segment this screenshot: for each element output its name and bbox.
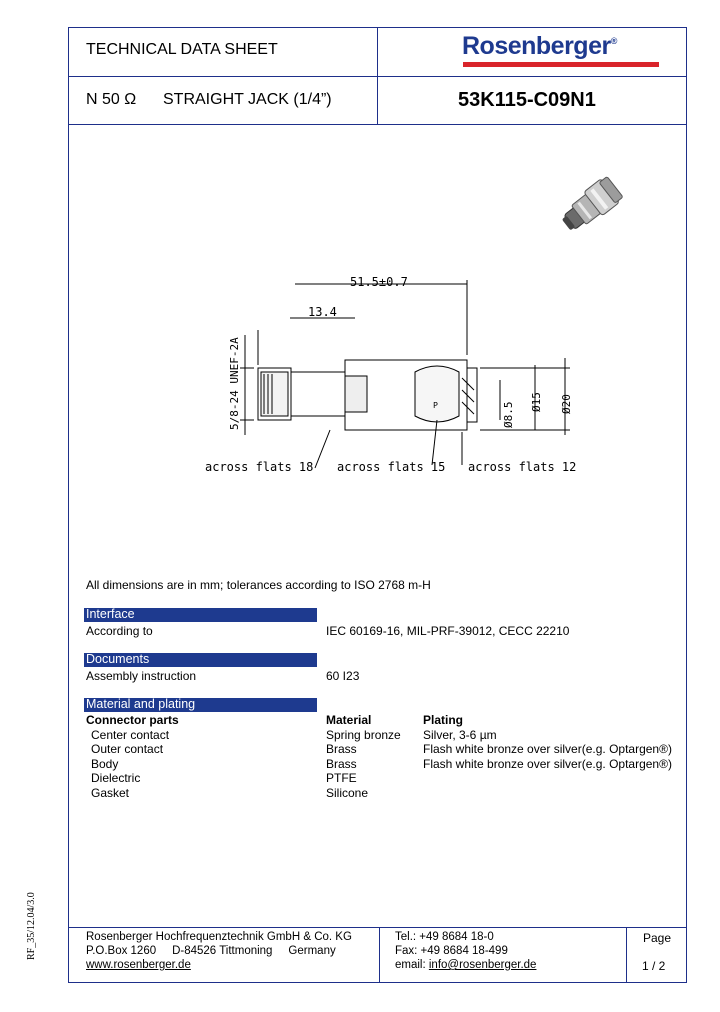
diameter-8-5: Ø8.5 xyxy=(502,401,515,428)
brand-underline xyxy=(463,62,659,67)
email-line xyxy=(395,959,536,971)
table-row-part: Center contact xyxy=(91,728,170,742)
table-row-part: Body xyxy=(91,757,119,771)
flats-15-label: across flats 15 xyxy=(337,460,446,474)
table-row-plating: Flash white bronze over silver(e.g. Optargen®) xyxy=(423,757,672,771)
interface-label: According to xyxy=(86,624,153,638)
documents-heading: Documents xyxy=(86,652,150,666)
impedance: N 50 Ω xyxy=(86,91,137,108)
header-divider-2 xyxy=(68,124,687,125)
website-link[interactable]: www.rosenberger.de xyxy=(86,959,191,971)
footer-column-divider-2 xyxy=(626,927,627,983)
table-row-material: Silicone xyxy=(326,786,369,800)
table-row-part: Dielectric xyxy=(91,771,141,785)
brand-name: Rosenberger xyxy=(462,32,611,60)
table-row-part: Outer contact xyxy=(91,742,164,756)
interface-value: IEC 60169-16, MIL-PRF-39012, CECC 22210 xyxy=(326,624,570,638)
document-code: RF_35/12.04/3.0 xyxy=(26,892,37,960)
col-connector-parts: Connector parts xyxy=(86,713,179,727)
email-link[interactable]: info@rosenberger.de xyxy=(428,959,537,971)
fax: Fax: +49 8684 18-499 xyxy=(395,945,508,957)
technical-drawing xyxy=(150,240,610,485)
table-row-part: Gasket xyxy=(91,786,130,800)
telephone: Tel.: +49 8684 18-0 xyxy=(395,931,494,943)
product-photo xyxy=(552,166,632,246)
thread-dimension: 5/8-24 UNEF-2A xyxy=(228,337,241,430)
dimensions-note: All dimensions are in mm; tolerances according to ISO 2768 m-H xyxy=(86,578,431,592)
header-column-divider xyxy=(377,27,378,124)
page-label: Page xyxy=(643,931,672,945)
diameter-20: Ø20 xyxy=(560,394,573,414)
flats-18-label: across flats 18 xyxy=(205,460,314,474)
footer-column-divider xyxy=(379,927,380,983)
table-row-material: Brass xyxy=(326,742,357,756)
length-dimension: 51.5±0.7 xyxy=(350,275,408,289)
table-row-material: Spring bronze xyxy=(326,728,401,742)
table-row-plating: Silver, 3-6 µm xyxy=(423,728,497,742)
company-address: P.O.Box 1260 D-84526 Tittmoning Germany xyxy=(86,945,336,957)
brand-mark: ® xyxy=(610,36,617,46)
page-title: TECHNICAL DATA SHEET xyxy=(86,41,278,58)
table-row-material: Brass xyxy=(326,757,357,771)
diameter-15: Ø15 xyxy=(530,392,543,412)
company-name: Rosenberger Hochfrequenztechnik GmbH & Co. KG xyxy=(86,931,352,943)
interface-heading: Interface xyxy=(86,607,135,621)
flats-12-label: across flats 12 xyxy=(468,460,577,474)
documents-label: Assembly instruction xyxy=(86,669,197,683)
material-heading: Material and plating xyxy=(86,697,196,711)
table-row-plating: Flash white bronze over silver(e.g. Optargen®) xyxy=(423,742,672,756)
email-label: email: xyxy=(395,959,429,971)
part-number: 53K115-C09N1 xyxy=(458,89,596,111)
surface-mark: P xyxy=(433,401,438,410)
flange-dimension: 13.4 xyxy=(308,305,337,319)
documents-value: 60 I23 xyxy=(326,669,360,683)
footer-divider xyxy=(68,927,687,928)
table-row-material: PTFE xyxy=(326,771,357,785)
brand-logo xyxy=(462,32,617,61)
page-number: 1 / 2 xyxy=(642,959,666,973)
col-material: Material xyxy=(326,713,372,727)
product-description: STRAIGHT JACK (1/4”) xyxy=(163,91,332,108)
col-plating: Plating xyxy=(423,713,464,727)
